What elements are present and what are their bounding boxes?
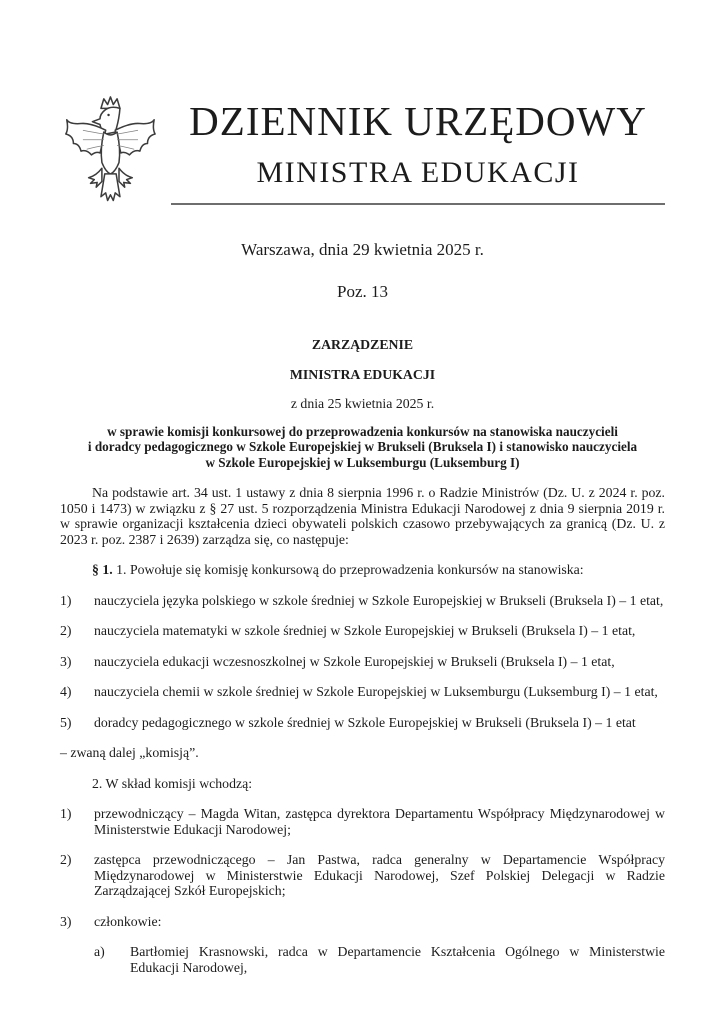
list-item-number: 5) bbox=[60, 714, 72, 730]
issue-meta bbox=[0, 240, 725, 302]
act-issuer-heading: MINISTRA EDUKACJI bbox=[289, 366, 436, 382]
position-number: Poz. 13 bbox=[337, 282, 388, 301]
par2-item-1 bbox=[60, 806, 665, 837]
masthead-text bbox=[171, 91, 665, 205]
par1-marker: § 1. bbox=[92, 562, 113, 577]
list-item-text: członkowie: bbox=[94, 913, 162, 929]
act-subject-line-1: w sprawie komisji konkursowej do przeprowadzenia konkursów na stanowiska nauczycieli bbox=[107, 423, 618, 439]
par1-intro bbox=[60, 562, 665, 578]
act-subject-line-3: w Szkole Europejskiej w Luksemburgu (Luksemburg I) bbox=[205, 454, 520, 470]
list-item-number: 3) bbox=[60, 653, 72, 669]
list-item-text: nauczyciela chemii w szkole średniej w Szkole Europejskiej w Luksemburgu (Luksemburg I) – 1 etat, bbox=[94, 684, 658, 699]
par1-item-2 bbox=[60, 623, 665, 639]
par1-closing: – zwaną dalej „komisją”. bbox=[60, 745, 199, 760]
act-body bbox=[0, 337, 725, 975]
par2-subitem-a bbox=[94, 944, 665, 975]
par1-item-5 bbox=[60, 715, 665, 731]
par1-intro-text: 1. Powołuje się komisję konkursową do przeprowadzenia konkursów na stanowiska: bbox=[116, 562, 584, 577]
list-item-text: zastępca przewodniczącego – Jan Pastwa, radca generalny w Departamencie Współpracy Międzynarodowej w Ministerstwie Edukacji Narodowej, Szef Polskiej Delegacji w Radzie Zarządzającej Szkół Europejskich; bbox=[94, 852, 665, 898]
par2-item-2 bbox=[60, 852, 665, 899]
journal-title: DZIENNIK URZĘDOWY bbox=[189, 98, 647, 144]
list-item-text: nauczyciela edukacji wczesnoszkolnej w Szkole Europejskiej w Brukseli (Bruksela I) – 1 etat, bbox=[94, 653, 615, 669]
par2-intro: 2. W skład komisji wchodzą: bbox=[92, 775, 253, 791]
list-item-text: przewodniczący – Magda Witan, zastępca dyrektora Departamentu Współpracy Międzynarodowej w Ministerstwie Edukacji Narodowej; bbox=[94, 806, 665, 837]
act-subject bbox=[52, 424, 673, 471]
list-item-number: 1) bbox=[60, 592, 72, 608]
legal-basis-paragraph: Na podstawie art. 34 ust. 1 ustawy z dnia 8 sierpnia 1996 r. o Radzie Ministrów (Dz. U. z 2024 r. poz. 1050 i 1473) w związku z § 27 ust. 5 rozporządzenia Ministra Edukacji Narodowej z dnia 9 sierpnia 2019 r. w sprawie organizacji kształcenia dzieci obywateli polskich czasowo przebywających za granicą (Dz. U. z 2023 r. poz. 2387 i 2639) zarządza się, co następuje: bbox=[60, 485, 665, 547]
list-item-text: nauczyciela matematyki w szkole średniej w Szkole Europejskiej w Brukseli (Bruksela I) – 1 etat, bbox=[94, 623, 636, 638]
list-item-number: 1) bbox=[60, 806, 72, 821]
act-subject-line-2: i doradcy pedagogicznego w Szkole Europejskiej w Brukseli (Bruksela I) i stanowisko nauczyciela bbox=[87, 439, 638, 454]
journal-subtitle: MINISTRA EDUKACJI bbox=[256, 156, 580, 190]
list-item-number: 2) bbox=[60, 623, 72, 638]
list-item-text: nauczyciela języka polskiego w szkole średniej w Szkole Europejskiej w Brukseli (Bruksela I) – 1 etat, bbox=[94, 592, 664, 608]
place-and-date: Warszawa, dnia 29 kwietnia 2025 r. bbox=[241, 240, 484, 259]
par1-item-3 bbox=[60, 654, 665, 670]
sublist-item-text: Bartłomiej Krasnowski, radca w Departamencie Kształcenia Ogólnego w Ministerstwie Edukacji Narodowej, bbox=[130, 944, 665, 975]
masthead bbox=[0, 0, 725, 212]
act-type-heading: ZARZĄDZENIE bbox=[311, 337, 414, 352]
par2-item-3 bbox=[60, 914, 665, 930]
act-date-line: z dnia 25 kwietnia 2025 r. bbox=[290, 396, 435, 411]
par1-item-4 bbox=[60, 684, 665, 700]
list-item-number: 4) bbox=[60, 684, 72, 699]
sublist-item-letter: a) bbox=[94, 944, 105, 959]
polish-eagle-emblem bbox=[62, 94, 157, 212]
list-item-number: 3) bbox=[60, 913, 72, 929]
masthead-rule bbox=[171, 203, 665, 205]
par1-item-1 bbox=[60, 593, 665, 609]
list-item-text: doradcy pedagogicznego w szkole średniej w Szkole Europejskiej w Brukseli (Bruksela I) – 1 etat bbox=[94, 714, 636, 730]
list-item-number: 2) bbox=[60, 852, 72, 867]
